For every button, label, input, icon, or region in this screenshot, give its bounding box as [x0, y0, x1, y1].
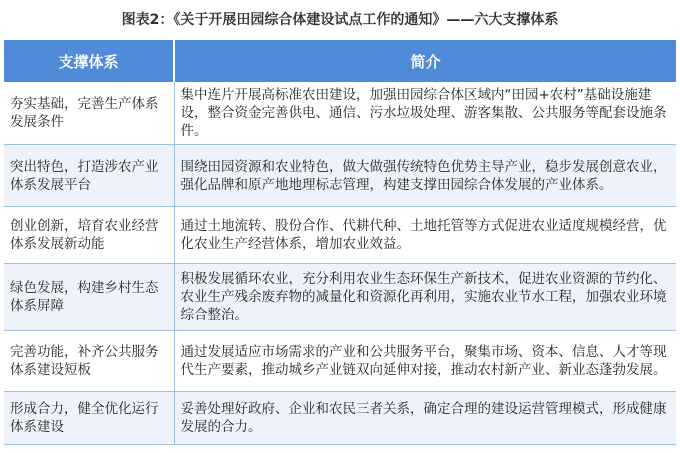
cell-intro: 通过土地流转、股份合作、代耕代种、土地托管等方式促进农业适度规模经营，优化农业生产经营体系，增加农业效益。: [174, 207, 676, 264]
table-row: [4, 82, 676, 145]
table-row: [4, 145, 676, 207]
header-system: 支撑体系: [4, 40, 174, 82]
table-row: [4, 264, 676, 331]
table-row: [4, 207, 676, 264]
cell-system: 创业创新，培育农业经营体系发展新动能: [4, 207, 174, 264]
header-intro: 简介: [174, 40, 676, 82]
page-title: 图表2：《关于开展田园综合体建设试点工作的通知》——六大支撑体系: [121, 12, 559, 28]
cell-intro: 通过发展适应市场需求的产业和公共服务平台，聚集市场、资本、信息、人才等现代生产要素，推动城乡产业链双向延伸对接，推动农村新产业、新业态蓬勃发展。: [174, 331, 676, 392]
cell-system: 形成合力，健全优化运行体系建设: [4, 392, 174, 445]
cell-intro: 妥善处理好政府、企业和农民三者关系，确定合理的建设运营管理模式，形成健康发展的合力。: [174, 392, 676, 445]
cell-intro: 围绕田园资源和农业特色，做大做强传统特色优势主导产业，稳步发展创意农业，强化品牌和原产地地理标志管理，构建支撑田园综合体发展的产业体系。: [174, 145, 676, 207]
cell-intro: 集中连片开展高标准农田建设，加强田园综合体区域内“田园+农村”基础设施建设，整合资金完善供电、通信、污水垃圾处理、游客集散、公共服务等配套设施条件。: [174, 82, 676, 145]
table-body: [4, 82, 676, 445]
cell-intro: 积极发展循环农业，充分利用农业生态环保生产新技术，促进农业资源的节约化、农业生产残余废弃物的减量化和资源化再利用，实施农业节水工程，加强农业环境综合整治。: [174, 264, 676, 331]
cell-system: 绿色发展，构建乡村生态体系屏障: [4, 264, 174, 331]
table-row: [4, 331, 676, 392]
support-systems-table: [4, 40, 676, 445]
cell-system: 突出特色，打造涉农产业体系发展平台: [4, 145, 174, 207]
cell-system: 夯实基础，完善生产体系发展条件: [4, 82, 174, 145]
cell-system: 完善功能，补齐公共服务体系建设短板: [4, 331, 174, 392]
header-row: [4, 40, 676, 82]
table-header: [4, 40, 676, 82]
table-row: [4, 392, 676, 445]
